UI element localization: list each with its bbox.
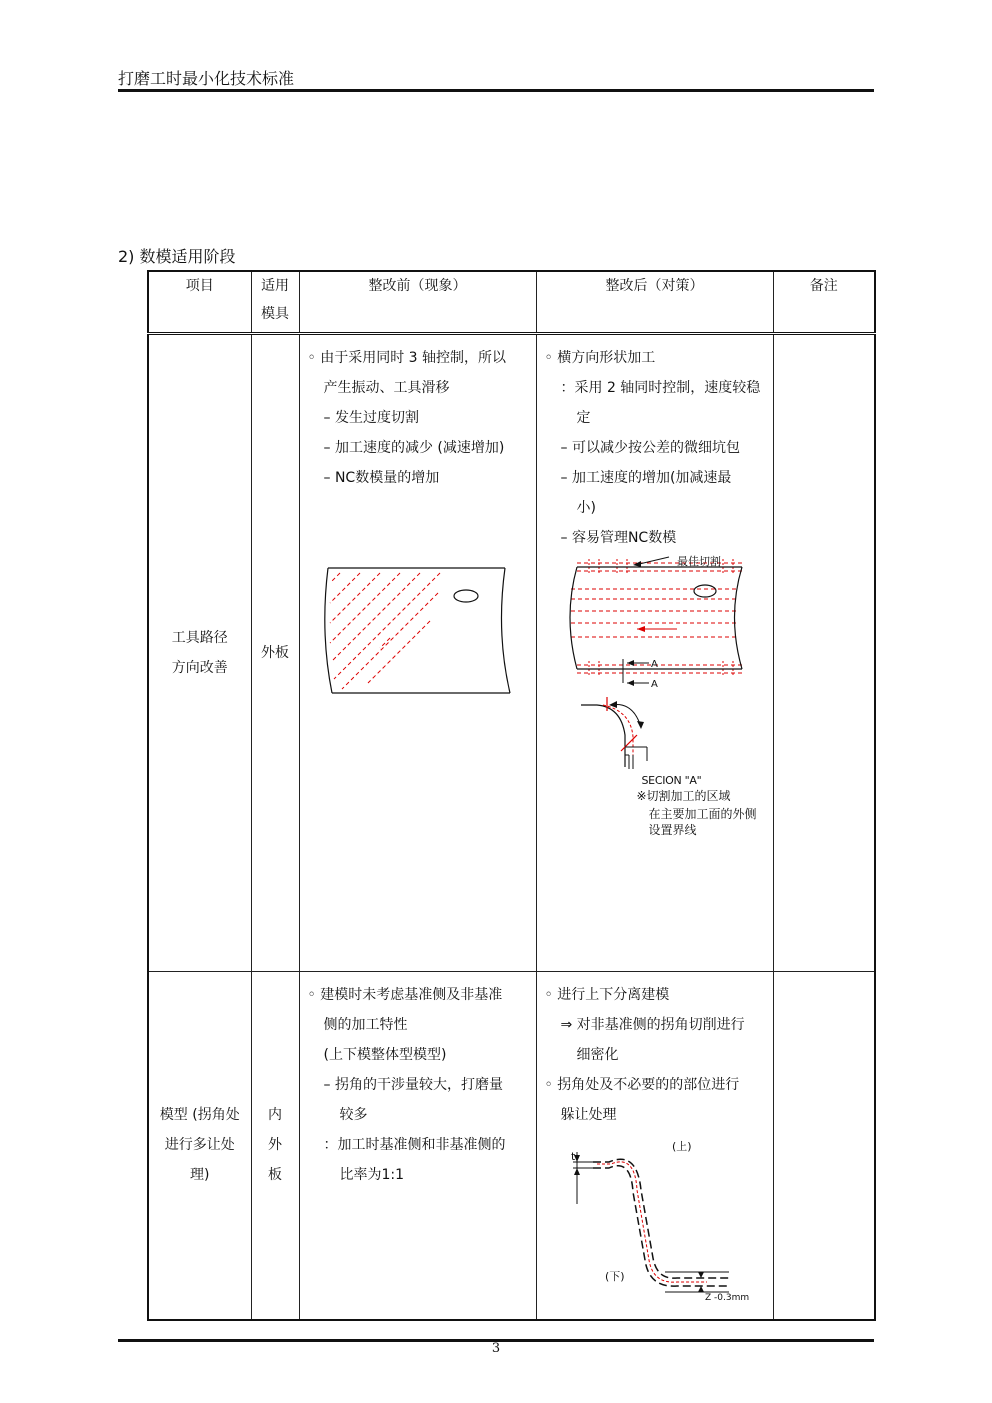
row2-remark [773, 972, 875, 1320]
row2-item-line2: 进行多让处 [164, 1137, 235, 1154]
row1-before [299, 334, 536, 972]
best-cut-label: 最佳切割 [676, 555, 721, 568]
section-title: 2) 数模适用阶段 [118, 247, 236, 266]
table-row [148, 334, 875, 972]
row1-after-line: – 容易管理NC数模 [560, 530, 677, 546]
row1-after-line: – 加工速度的增加(加减速最 [560, 470, 732, 486]
header-mold-line1: 适用 [261, 278, 289, 294]
row1-before-line: – 发生过度切割 [323, 410, 419, 426]
offset-dimension-label: Z -0.3mm [704, 1293, 749, 1302]
row2-mold-line2: 外 [268, 1137, 282, 1154]
cut-area-note-line2: 在主要加工面的外侧 [648, 807, 757, 821]
row1-after-line: 定 [576, 410, 591, 426]
section-a-mark: A [650, 659, 658, 670]
row2-mold-line3: 板 [268, 1167, 282, 1184]
row1-after-line: ◦ 横方向形状加工 [544, 350, 656, 366]
row1-before-line: ◦ 由于采用同时 3 轴控制，所以 [307, 350, 507, 366]
row1-before-line: – 加工速度的减少 (减速增加) [323, 440, 505, 456]
row1-item-line1: 工具路径 [171, 630, 228, 646]
row2-mold [251, 972, 299, 1320]
offset-diagram [537, 1132, 773, 1302]
row2-after-line: ⇒ 对非基准侧的拐角切削进行 [560, 1017, 745, 1033]
row1-item [148, 334, 251, 972]
row1-after-line: 小) [576, 500, 596, 516]
row1-item-line2: 方向改善 [171, 660, 228, 676]
cut-area-note-line1: ※切割加工的区域 [636, 789, 731, 803]
thickness-label: t [570, 1150, 575, 1163]
row2-before-line: ：加工时基准侧和非基准侧的 [323, 1137, 506, 1153]
row2-before-line: (上下模整体型模型) [323, 1047, 447, 1063]
header-after: 整改后（对策） [536, 271, 773, 334]
header-before: 整改前（现象） [299, 271, 536, 334]
section-a-label: SECION "A" [641, 774, 702, 787]
row2-before-line: ◦ 建模时未考虑基准侧及非基准 [307, 987, 503, 1003]
header-mold-line2: 模具 [261, 306, 289, 322]
diagonal-toolpath-diagram [300, 563, 536, 703]
row2-after-line: 细密化 [576, 1047, 619, 1063]
row1-before-line: – NC数模量的增加 [323, 470, 440, 486]
after-diagram [537, 555, 773, 847]
row2-item [148, 972, 251, 1320]
upper-lower-separation-diagram [537, 1132, 773, 1302]
row2-after-line: 躲让处理 [560, 1107, 617, 1123]
row2-mold-line1: 内 [268, 1107, 282, 1124]
row2-before-line: – 拐角的干涉量较大，打磨量 [323, 1077, 503, 1093]
row2-item-line1: 模型 (拐角处 [159, 1107, 240, 1124]
header-divider [118, 89, 874, 92]
header-mold [251, 271, 299, 334]
page-number: 3 [491, 1341, 501, 1356]
row1-before-line: 产生振动、工具滑移 [323, 380, 450, 396]
document-header-title: 打磨工时最小化技术标准 [118, 69, 295, 88]
row1-after [536, 334, 773, 972]
table-row [148, 972, 875, 1320]
lower-die-label: (下) [604, 1270, 625, 1283]
row1-after-line: ：采用 2 轴同时控制，速度较稳 [560, 380, 761, 396]
before-diagram [300, 563, 536, 707]
row2-after-line: ◦ 进行上下分离建模 [544, 987, 670, 1003]
header-item: 项目 [148, 271, 251, 334]
row2-before [299, 972, 536, 1320]
cut-area-note-line3: 设置界线 [648, 823, 697, 837]
standards-table [147, 270, 876, 1321]
table-header-row [148, 271, 875, 334]
header-remark: 备注 [773, 271, 875, 334]
row2-before-line: 侧的加工特性 [323, 1017, 408, 1033]
row2-before-line: 较多 [339, 1107, 368, 1123]
row1-after-line: – 可以减少按公差的微细坑包 [560, 440, 740, 456]
row2-after [536, 972, 773, 1320]
row1-mold: 外板 [251, 334, 299, 972]
upper-die-label: (上) [671, 1140, 692, 1153]
section-a-mark: A [650, 679, 658, 690]
row2-item-line3: 理) [190, 1167, 210, 1184]
row1-remark [773, 334, 875, 972]
row2-before-line: 比率为1:1 [339, 1167, 405, 1183]
row2-after-line: ◦ 拐角处及不必要的的部位进行 [544, 1077, 740, 1093]
